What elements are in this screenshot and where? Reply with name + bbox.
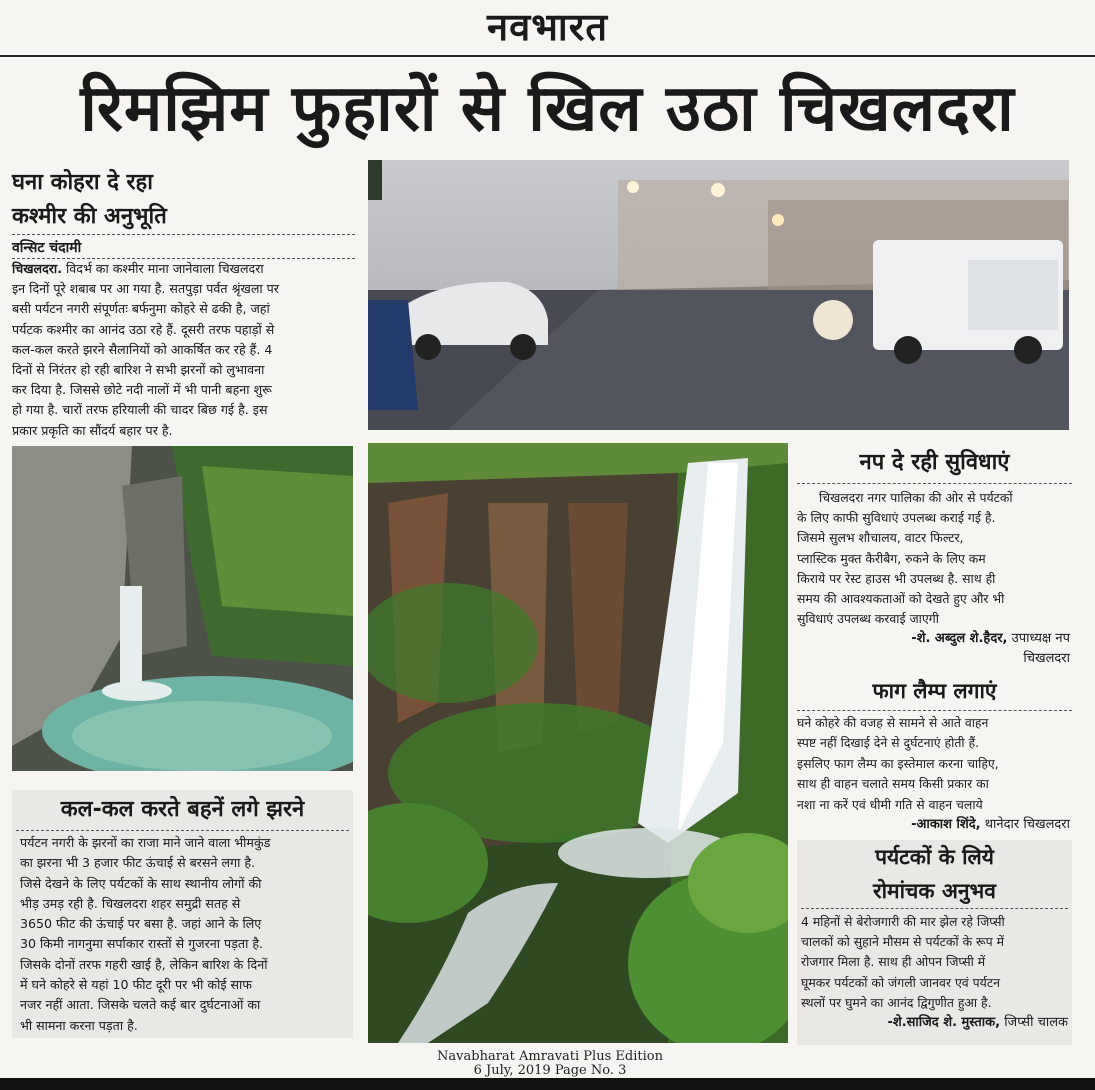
kashmir-line: विदर्भ का कश्मीर माना जानेवाला चिखलदरा: [61, 261, 264, 276]
falls-line: का झरना भी 3 हजार फीट ऊंचाई से बरसने लगा है.: [20, 855, 256, 871]
tourists-line: स्थलों पर घुमने का आनंद द्विगुणीत हुआ है.: [801, 994, 992, 1010]
falls-line: 3650 फीट की ऊंचाई पर बसा है. जहां आने के लिए: [20, 916, 262, 932]
kashmir-dateline: चिखलदरा.: [12, 261, 62, 276]
kashmir-line: कर दिया है. जिससे छोटे नदी नालों में भी पानी बहना शुरू: [12, 382, 272, 398]
foglamp-line: घने कोहरे की वजह से सामने से आते वाहन: [797, 715, 989, 730]
facilities-line: चिखलदरा नगर पालिका की ओर से पर्यटकों: [819, 490, 1013, 505]
kashmir-line: इन दिनों पूरे शबाब पर आ गया है. सतपुड़ा पर्वत श्रृंखला पर: [12, 281, 279, 297]
facilities-line: प्लास्टिक मुक्त कैरीबैग, रुकने के लिए कम: [797, 550, 986, 566]
kashmir-line: हो गया है. चारों तरफ हरियाली की चादर बिछ गई है. इस: [12, 402, 268, 418]
masthead-rule: [0, 55, 1095, 57]
facilities-line: सुविधाएं उपलब्ध करवाई जाएगी: [797, 611, 939, 627]
tourists-line: चालकों को सुहाने मौसम से पर्यटकों के रूप में: [801, 934, 1005, 950]
kashmir-byline: वन्सिट चंदामी: [12, 239, 355, 259]
falls-body: [12, 831, 353, 1036]
tourists-body: [797, 909, 1072, 1013]
page-headline: रिमझिम फुहारों से खिल उठा चिखलदरा: [80, 72, 1015, 146]
facilities-sig-name: -शे. अब्दुल शे.हैदर,: [911, 631, 1008, 647]
falls-line: पर्यटन नगरी के झरनों का राजा माने जाने वाला भीमकुंड: [20, 835, 271, 850]
facilities-line: के लिए काफी सुविधाएं उपलब्ध कराई गई है.: [797, 510, 996, 526]
falls-line: भी सामना करना पड़ता है.: [20, 1017, 138, 1033]
kashmir-body: [12, 259, 357, 441]
foglamp-sig-role: थानेदार चिखलदरा: [980, 817, 1070, 833]
foglamp-line: साथ ही वाहन चलाते समय किसी प्रकार का: [797, 776, 989, 792]
foglamp-line: स्पष्ट नहीं दिखाई देने से दुर्घटनाएं होती हैं.: [797, 735, 980, 751]
tourists-line: घूमकर पर्यटकों को जंगली जानवर एवं पर्यटन: [801, 974, 1000, 990]
article-falls: [12, 790, 353, 1038]
article-foglamp: [797, 672, 1072, 832]
facilities-line: किराये पर रेस्ट हाउस भी उपलब्ध है. साथ ही: [797, 570, 996, 586]
tourists-title-line1: पर्यटकों के लिये: [875, 845, 994, 869]
kashmir-line: पर्यटक कश्मीर का आनंद उठा रहे हैं. दूसरी तरफ पहाड़ों से: [12, 321, 275, 337]
falls-line: 30 किमी नागनुमा सर्पाकार रास्तों से गुजरना पड़ता है.: [20, 936, 264, 952]
falls-line: जिसे देखने के लिए पर्यटकों के साथ स्थानीय लोगों की: [20, 875, 262, 891]
falls-line: में घने कोहरे से यहां 10 फीट दूरी पर भी कोई साफ: [20, 977, 253, 993]
bottom-bar: [0, 1078, 1095, 1090]
falls-line: भीड़ उमड़ रही है. चिखलदरा शहर समुद्री सतह से: [20, 895, 241, 911]
edition-footer: [360, 1050, 740, 1078]
kashmir-line: दिनों से निरंतर हो रही बारिश ने सभी झरनों को लुभावना: [12, 362, 265, 378]
article-kashmir: [12, 166, 357, 442]
tourists-sig-role: जिप्सी चालक: [1000, 1015, 1068, 1031]
foggy-street-photo: [368, 160, 1069, 430]
tourists-line: रोजगार मिला है. साथ ही ओपन जिप्सी में: [801, 954, 986, 970]
foglamp-body: [797, 711, 1072, 815]
tourists-sig-name: -शे.साजिद शे. मुस्ताक,: [887, 1015, 1001, 1031]
kashmir-line: कल-कल करते झरने सैलानियों को आकर्षित कर रहे हैं. 4: [12, 341, 273, 357]
facilities-title: नप दे रही सुविधाएं: [797, 443, 1072, 484]
facilities-line: समय की आवश्यकताओं को देखते हुए और भी: [797, 591, 1005, 607]
falls-title: कल-कल करते बहनें लगे झरने: [16, 790, 349, 831]
rock-waterfall-photo: [12, 446, 353, 771]
tourists-title-line2: रोमांचक अनुभव: [801, 874, 1068, 909]
masthead-logo: नवभारत: [487, 5, 608, 49]
article-facilities: [797, 443, 1072, 673]
facilities-signature: [797, 629, 1072, 649]
tourists-signature: [797, 1013, 1072, 1033]
article-tourists: [797, 840, 1072, 1045]
facilities-line: जिसमे सुलभ शौचालय, वाटर फिल्टर,: [797, 530, 964, 546]
falls-line: नजर नहीं आता. जिसके चलते कई बार दुर्घटनाओं का: [20, 997, 261, 1013]
foglamp-title: फाग लैम्प लगाएं: [797, 672, 1072, 711]
foglamp-signature: [797, 815, 1072, 835]
facilities-sig-place: चिखलदरा: [1023, 651, 1070, 667]
foglamp-sig-name: -आकाश शिंदे,: [911, 817, 981, 833]
facilities-body: [797, 484, 1072, 629]
kashmir-title-line2: कश्मीर की अनुभूति: [12, 200, 355, 235]
kashmir-line: बसी पर्यटन नगरी संपूर्णतः बर्फनुमा कोहरे से ढकी है, जहां: [12, 301, 270, 317]
footer-date-page: 6 July, 2019 Page No. 3: [473, 1063, 627, 1078]
kashmir-line: प्रकार प्रकृति का सौंदर्य बहार पर है.: [12, 422, 173, 438]
foglamp-line: इसलिए फाग लैम्प का इस्तेमाल करना चाहिए,: [797, 755, 999, 771]
footer-edition: Navabharat Amravati Plus Edition: [437, 1049, 663, 1064]
bhimkund-waterfall-photo: [368, 443, 788, 1043]
facilities-sig-role: उपाध्यक्ष नप: [1007, 631, 1070, 647]
kashmir-title-line1: घना कोहरा दे रहा: [12, 170, 153, 195]
falls-line: जिसके दोनों तरफ गहरी खाई है, लेकिन बारिश के दिनों: [20, 956, 268, 972]
foglamp-line: नशा ना करें एवं धीमी गति से वाहन चलाये: [797, 796, 983, 812]
tourists-line: 4 महिनों से बेरोजगारी की मार झेल रहे जिप्सी: [801, 914, 1005, 929]
